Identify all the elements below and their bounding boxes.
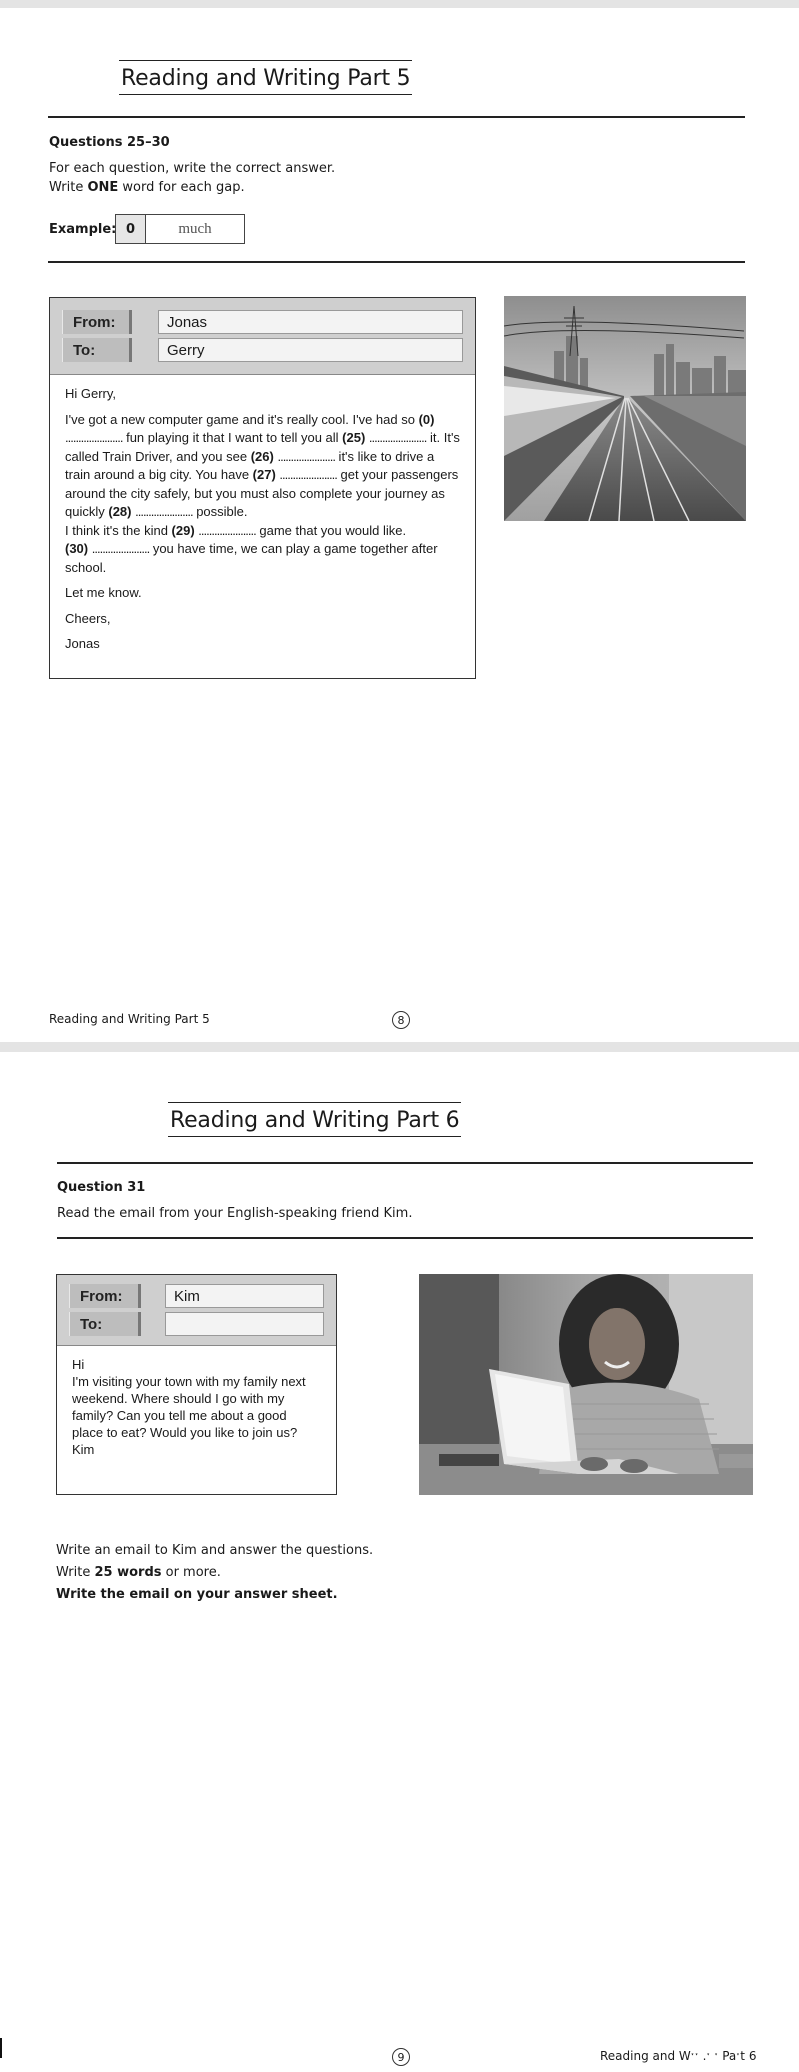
questions-heading: Questions 25–30 <box>49 135 170 150</box>
instruction-line-1: For each question, write the correct answer. <box>49 161 336 176</box>
greeting: Hi Gerry, <box>65 386 117 401</box>
task-line-2: Write 25 words or more. <box>56 1565 221 1580</box>
from-field: Kim <box>165 1284 324 1308</box>
divider <box>48 116 745 118</box>
email-card <box>49 297 476 679</box>
message-text: I'm visiting your town with my family next weekend. Where should I go with my family? Can you tell me about a good place to eat? Would you like to join us? <box>72 1374 306 1440</box>
email-paragraph: I've got a new computer game and it's really cool. I've had so (0) ...................... fun playing it that I want to tell you all (25) ...................... it. It's called Train Driver, and you see (26) ...................... it's like to drive a train around a big city. You have (27) ...................... get your passengers around the city safely, but you must also complete your journey as quickly (28) ...................... possible. I think it's the kind (29) ...................... game that you would like. (30) ...................... you have time, we can play a game together after school. <box>65 411 460 575</box>
signature: Jonas <box>65 636 100 651</box>
page-5 <box>0 8 799 1042</box>
from-label: From: <box>69 1284 141 1308</box>
divider <box>48 261 745 263</box>
email-body <box>50 375 475 671</box>
email-card <box>56 1274 337 1495</box>
from-field: Jonas <box>158 310 463 334</box>
page-number: 8 <box>392 1011 410 1029</box>
example-answer: much <box>178 220 212 237</box>
email-header <box>57 1275 336 1346</box>
task-instructions <box>56 1540 373 1606</box>
instruction-line-2: Write ONE word for each gap. <box>49 180 245 195</box>
to-field <box>165 1312 324 1336</box>
footer-text: Reading and Wˑˑ .ˑ ˑ Paˑt 6 <box>600 2049 757 2063</box>
from-label: From: <box>62 310 132 334</box>
to-label: To: <box>62 338 132 362</box>
divider <box>57 1237 753 1239</box>
task-line-3: Write the email on your answer sheet. <box>56 1587 338 1602</box>
task-line-1: Write an email to Kim and answer the questions. <box>56 1543 374 1558</box>
page-number: 9 <box>392 2048 410 2066</box>
instructions <box>49 159 335 197</box>
email-header <box>50 298 475 375</box>
train-photo <box>504 296 746 521</box>
page-6 <box>0 1052 799 2072</box>
footer-text: Reading and Writing Part 5 <box>49 1012 210 1026</box>
sign-off: Cheers, <box>65 610 111 626</box>
page-title: Reading and Writing Part 5 <box>119 60 412 95</box>
email-body <box>57 1346 336 1466</box>
signature: Kim <box>72 1442 95 1457</box>
page-title: Reading and Writing Part 6 <box>168 1102 461 1137</box>
to-field: Gerry <box>158 338 463 362</box>
example-number: 0 <box>116 215 146 243</box>
example-box <box>115 214 245 244</box>
edge-mark <box>0 2038 2 2058</box>
intro-text: Read the email from your English-speaking friend Kim. <box>57 1206 413 1221</box>
let-me-know: Let me know. <box>65 585 142 600</box>
to-label: To: <box>69 1312 141 1336</box>
question-heading: Question 31 <box>57 1180 146 1195</box>
divider <box>57 1162 753 1164</box>
example-label: Example: <box>49 222 117 237</box>
girl-laptop-photo <box>419 1274 753 1495</box>
greeting: Hi <box>72 1357 85 1372</box>
